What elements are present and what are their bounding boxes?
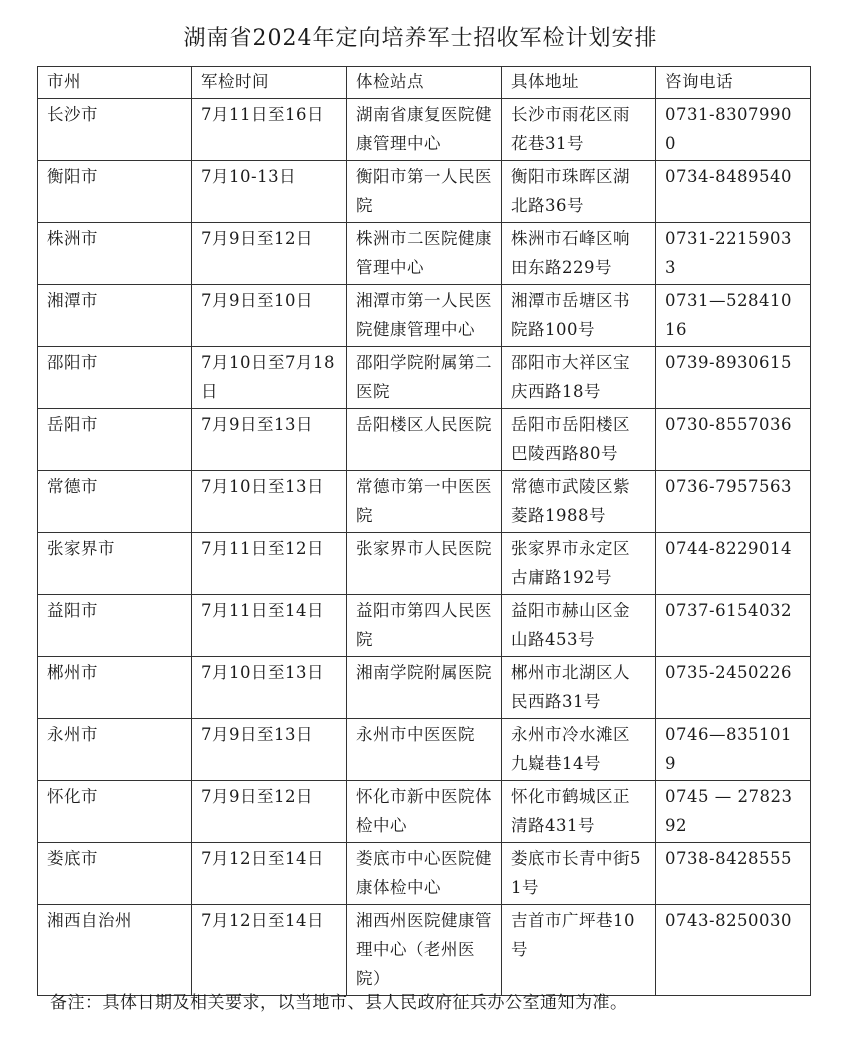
cell-city: 张家界市 — [38, 533, 192, 595]
cell-exam-time: 7月10-13日 — [192, 161, 347, 223]
table-row — [38, 471, 811, 533]
cell-address: 永州市冷水滩区九嶷巷14号 — [502, 719, 656, 781]
cell-city: 湘西自治州 — [38, 905, 192, 996]
cell-exam-time: 7月11日至12日 — [192, 533, 347, 595]
cell-exam-time: 7月11日至14日 — [192, 595, 347, 657]
cell-exam-time: 7月10日至13日 — [192, 471, 347, 533]
header-exam-time: 军检时间 — [192, 67, 347, 99]
cell-city: 衡阳市 — [38, 161, 192, 223]
cell-exam-time: 7月9日至13日 — [192, 409, 347, 471]
cell-exam-time: 7月9日至10日 — [192, 285, 347, 347]
cell-city: 娄底市 — [38, 843, 192, 905]
cell-exam-site: 湘潭市第一人民医院健康管理中心 — [347, 285, 502, 347]
cell-phone: 0735-2450226 — [656, 657, 811, 719]
table-row — [38, 161, 811, 223]
cell-city: 益阳市 — [38, 595, 192, 657]
document-title: 湖南省2024年定向培养军士招收军检计划安排 — [183, 26, 658, 51]
cell-exam-site: 怀化市新中医院体检中心 — [347, 781, 502, 843]
cell-exam-time: 7月11日至16日 — [192, 99, 347, 161]
schedule-table — [37, 66, 811, 996]
cell-exam-site: 湖南省康复医院健康管理中心 — [347, 99, 502, 161]
cell-address: 怀化市鹤城区正清路431号 — [502, 781, 656, 843]
cell-address: 吉首市广坪巷10号 — [502, 905, 656, 996]
cell-address: 郴州市北湖区人民西路31号 — [502, 657, 656, 719]
cell-phone: 0736-7957563 — [656, 471, 811, 533]
cell-exam-site: 岳阳楼区人民医院 — [347, 409, 502, 471]
cell-exam-time: 7月10日至13日 — [192, 657, 347, 719]
cell-exam-time: 7月9日至12日 — [192, 223, 347, 285]
cell-city: 怀化市 — [38, 781, 192, 843]
cell-exam-site: 湘西州医院健康管理中心（老州医院） — [347, 905, 502, 996]
cell-city: 常德市 — [38, 471, 192, 533]
table-header-row — [38, 67, 811, 99]
cell-phone: 0738-8428555 — [656, 843, 811, 905]
cell-exam-site: 娄底市中心医院健康体检中心 — [347, 843, 502, 905]
cell-exam-time: 7月10日至7月18日 — [192, 347, 347, 409]
cell-exam-site: 永州市中医医院 — [347, 719, 502, 781]
header-exam-site: 体检站点 — [347, 67, 502, 99]
cell-address: 湘潭市岳塘区书院路100号 — [502, 285, 656, 347]
cell-exam-site: 益阳市第四人民医院 — [347, 595, 502, 657]
cell-address: 岳阳市岳阳楼区巴陵西路80号 — [502, 409, 656, 471]
cell-phone: 0737-6154032 — [656, 595, 811, 657]
table-row — [38, 719, 811, 781]
cell-exam-site: 邵阳学院附属第二医院 — [347, 347, 502, 409]
cell-address: 张家界市永定区古庸路192号 — [502, 533, 656, 595]
table-row — [38, 99, 811, 161]
cell-phone: 0744-8229014 — [656, 533, 811, 595]
cell-address: 衡阳市珠晖区湖北路36号 — [502, 161, 656, 223]
cell-city: 长沙市 — [38, 99, 192, 161]
cell-phone: 0731-22159033 — [656, 223, 811, 285]
cell-city: 郴州市 — [38, 657, 192, 719]
table-row — [38, 533, 811, 595]
cell-address: 娄底市长青中街51号 — [502, 843, 656, 905]
cell-exam-site: 张家界市人民医院 — [347, 533, 502, 595]
cell-city: 永州市 — [38, 719, 192, 781]
cell-phone: 0739-8930615 — [656, 347, 811, 409]
cell-exam-time: 7月12日至14日 — [192, 905, 347, 996]
cell-city: 岳阳市 — [38, 409, 192, 471]
cell-phone: 0734-8489540 — [656, 161, 811, 223]
cell-phone: 0743-8250030 — [656, 905, 811, 996]
cell-phone: 0746—8351019 — [656, 719, 811, 781]
cell-exam-site: 株洲市二医院健康管理中心 — [347, 223, 502, 285]
cell-exam-site: 湘南学院附属医院 — [347, 657, 502, 719]
cell-city: 株洲市 — [38, 223, 192, 285]
cell-exam-time: 7月9日至13日 — [192, 719, 347, 781]
cell-address: 长沙市雨花区雨花巷31号 — [502, 99, 656, 161]
table-row — [38, 905, 811, 996]
cell-exam-site: 衡阳市第一人民医院 — [347, 161, 502, 223]
table-row — [38, 657, 811, 719]
table-row — [38, 347, 811, 409]
cell-phone: 0731—52841016 — [656, 285, 811, 347]
cell-address: 株洲市石峰区响田东路229号 — [502, 223, 656, 285]
cell-phone: 0745 — 2782392 — [656, 781, 811, 843]
header-phone: 咨询电话 — [656, 67, 811, 99]
footnote: 备注：具体日期及相关要求，以当地市、县人民政府征兵办公室通知为准。 — [50, 993, 628, 1013]
cell-exam-time: 7月9日至12日 — [192, 781, 347, 843]
cell-address: 邵阳市大祥区宝庆西路18号 — [502, 347, 656, 409]
table-row — [38, 595, 811, 657]
table-row — [38, 223, 811, 285]
table-row — [38, 843, 811, 905]
table-row — [38, 781, 811, 843]
table-body — [38, 99, 811, 996]
cell-address: 益阳市赫山区金山路453号 — [502, 595, 656, 657]
header-address: 具体地址 — [502, 67, 656, 99]
cell-exam-time: 7月12日至14日 — [192, 843, 347, 905]
cell-city: 湘潭市 — [38, 285, 192, 347]
cell-exam-site: 常德市第一中医医院 — [347, 471, 502, 533]
cell-phone: 0731-83079900 — [656, 99, 811, 161]
header-city: 市州 — [38, 67, 192, 99]
cell-city: 邵阳市 — [38, 347, 192, 409]
cell-phone: 0730-8557036 — [656, 409, 811, 471]
table-row — [38, 409, 811, 471]
table-row — [38, 285, 811, 347]
cell-address: 常德市武陵区紫菱路1988号 — [502, 471, 656, 533]
